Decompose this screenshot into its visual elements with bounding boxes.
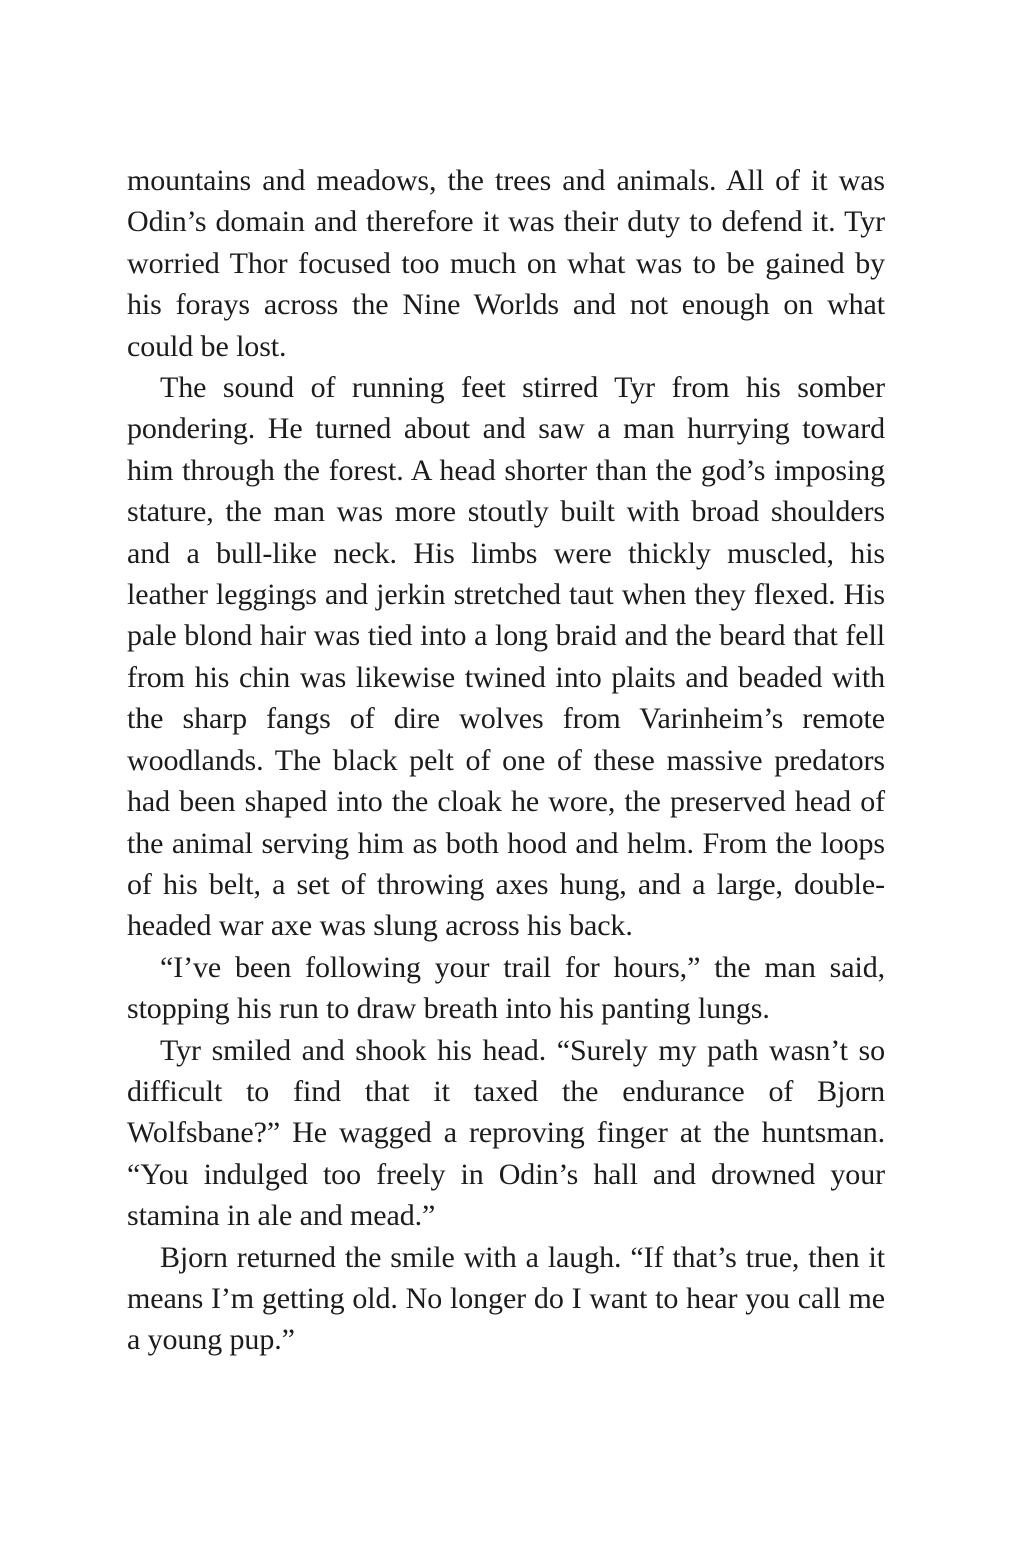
paragraph-continuation: mountains and meadows, the trees and animals. All of it was Odin’s domain and therefore it was their duty to defend it. Tyr worried Thor focused too much on what was to be gained by his forays across the Nine Worlds and not enough on what could be lost. xyxy=(127,164,885,363)
body-text-column xyxy=(127,160,885,1361)
paragraph: The sound of running feet stirred Tyr from his somber pondering. He turned about and saw a man hurrying toward him through the forest. A head shorter than the god’s imposing stature, the man was more stoutly built with broad shoulders and a bull-like neck. His limbs were thickly muscled, his leather leggings and jerkin stretched taut when they flexed. His pale blond hair was tied into a long braid and the beard that fell from his chin was likewise twined into plaits and beaded with the sharp fangs of dire wolves from Varinheim’s remote woodlands. The black pelt of one of these massive predators had been shaped into the cloak he wore, the preserved head of the animal serving him as both hood and helm. From the loops of his belt, a set of throwing axes hung, and a large, double-headed war axe was slung across his back. xyxy=(127,371,885,943)
paragraph: “I’ve been following your trail for hours,” the man said, stopping his run to draw breath into his panting lungs. xyxy=(127,950,885,1026)
paragraph: Bjorn returned the smile with a laugh. “If that’s true, then it means I’m getting old. No longer do I want to hear you call me a young pup.” xyxy=(127,1240,885,1357)
paragraph: Tyr smiled and shook his head. “Surely my path wasn’t so difficult to find that it taxed the endurance of Bjorn Wolfsbane?” He wagged a reproving finger at the huntsman. “You indulged too freely in Odin’s hall and drowned your stamina in ale and mead.” xyxy=(127,1033,885,1233)
